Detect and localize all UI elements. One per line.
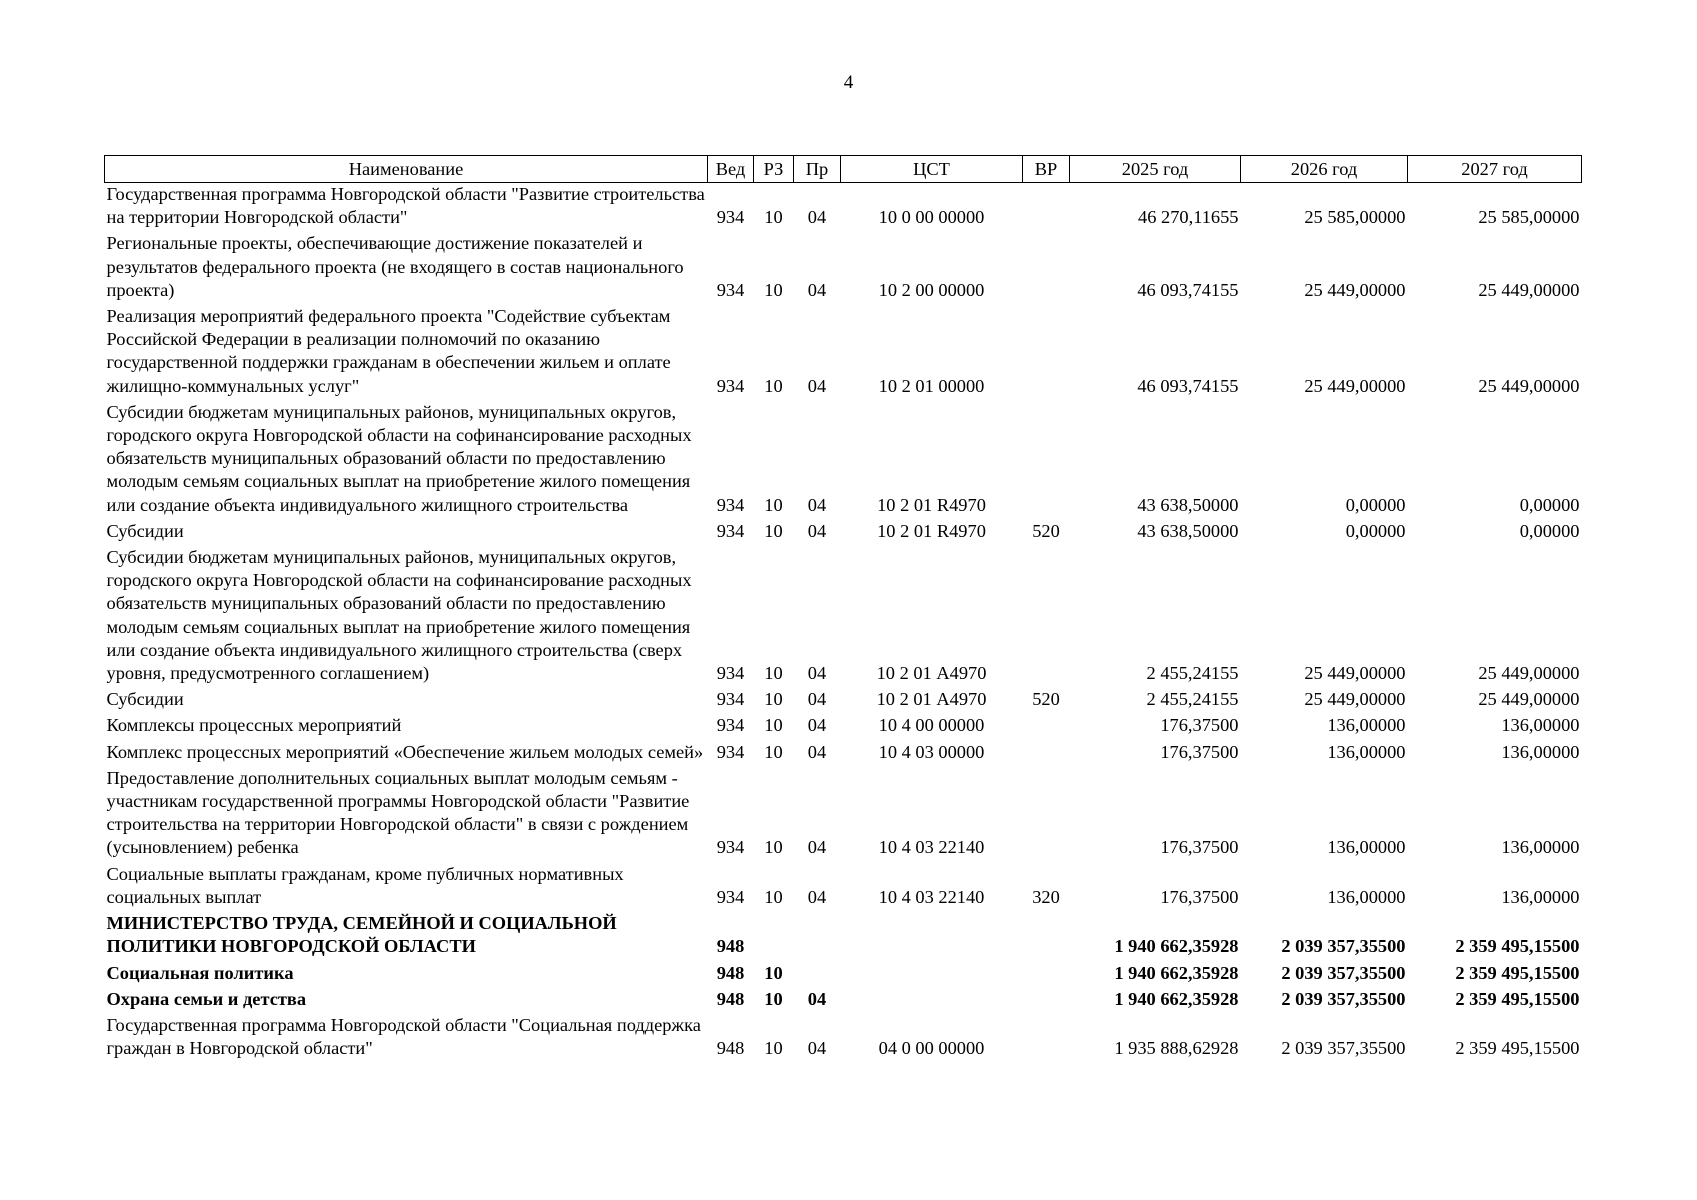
cell-name: Реализация мероприятий федерального проекта "Содействие субъектам Российской Федерации в реализации полномочий по оказанию государственной поддержки гражданам в обеспечении жильем и оплате жилищно-коммунальных услуг" bbox=[106, 306, 671, 396]
cell-cst: 10 0 00 00000 bbox=[878, 207, 985, 228]
cell-name: Субсидии bbox=[106, 689, 184, 710]
cell-2025: 176,37500 bbox=[1160, 741, 1239, 762]
table-row bbox=[105, 714, 1582, 740]
table-row bbox=[105, 305, 1582, 401]
cell-2027: 25 449,00000 bbox=[1478, 375, 1580, 396]
cell-name: Субсидии bbox=[106, 520, 184, 541]
cell-2027: 2 359 495,15500 bbox=[1455, 1038, 1580, 1059]
cell-ved: 948 bbox=[716, 962, 745, 983]
table-row bbox=[105, 988, 1582, 1014]
cell-rz: 10 bbox=[764, 837, 783, 858]
table-row bbox=[105, 863, 1582, 912]
cell-2026: 25 585,00000 bbox=[1304, 207, 1406, 228]
cell-rz: 10 bbox=[764, 689, 783, 710]
table-row bbox=[105, 1014, 1582, 1063]
cell-vr bbox=[1023, 546, 1070, 688]
cell-vr: 320 bbox=[1032, 886, 1060, 907]
cell-pr: 04 bbox=[807, 207, 827, 228]
cell-rz: 10 bbox=[764, 375, 783, 396]
cell-rz: 10 bbox=[764, 1038, 783, 1059]
cell-vr bbox=[1023, 1014, 1070, 1063]
cell-cst: 10 2 01 R4970 bbox=[877, 520, 986, 541]
cell-2026: 0,00000 bbox=[1345, 520, 1406, 541]
cell-cst: 10 4 03 00000 bbox=[878, 741, 985, 762]
cell-name: Социальная политика bbox=[106, 962, 294, 983]
cell-2027: 0,00000 bbox=[1519, 520, 1580, 541]
cell-vr bbox=[1023, 741, 1070, 767]
cell-2027: 136,00000 bbox=[1501, 715, 1580, 736]
header-2025: 2025 год bbox=[1070, 156, 1241, 183]
cell-cst: 04 0 00 00000 bbox=[878, 1038, 985, 1059]
cell-pr: 04 bbox=[807, 837, 827, 858]
cell-pr: 04 bbox=[807, 375, 827, 396]
cell-pr: 04 bbox=[807, 520, 827, 541]
cell-2027: 2 359 495,15500 bbox=[1455, 988, 1580, 1009]
cell-ved: 934 bbox=[716, 494, 745, 515]
cell-2026: 2 039 357,35500 bbox=[1281, 988, 1406, 1009]
cell-2025: 176,37500 bbox=[1160, 837, 1239, 858]
table-row bbox=[105, 520, 1582, 546]
cell-2027: 25 449,00000 bbox=[1478, 663, 1580, 684]
cell-name: Комплекс процессных мероприятий «Обеспечение жильем молодых семей» bbox=[106, 741, 704, 762]
cell-ved: 934 bbox=[716, 520, 745, 541]
cell-name: Региональные проекты, обеспечивающие достижение показателей и результатов федерального проекта (не входящего в состав национального проекта) bbox=[106, 233, 684, 300]
cell-ved: 948 bbox=[716, 1038, 745, 1059]
cell-pr: 04 bbox=[807, 741, 827, 762]
cell-name: Государственная программа Новгородской области "Социальная поддержка граждан в Новгородской области" bbox=[106, 1014, 701, 1059]
cell-2025: 2 455,24155 bbox=[1146, 663, 1239, 684]
cell-2027: 2 359 495,15500 bbox=[1455, 936, 1580, 957]
cell-rz bbox=[754, 912, 794, 961]
cell-cst: 10 2 01 R4970 bbox=[877, 494, 986, 515]
page-number: 4 bbox=[843, 72, 854, 93]
header-ved: Вед bbox=[708, 156, 754, 183]
cell-cst bbox=[841, 988, 1023, 1014]
cell-ved: 948 bbox=[716, 988, 745, 1009]
cell-ved: 934 bbox=[716, 207, 745, 228]
table-body bbox=[105, 183, 1582, 1064]
cell-vr bbox=[1023, 912, 1070, 961]
cell-2027: 0,00000 bbox=[1519, 494, 1580, 515]
table-row bbox=[105, 767, 1582, 863]
cell-rz: 10 bbox=[764, 741, 783, 762]
cell-2026: 25 449,00000 bbox=[1304, 663, 1406, 684]
cell-2025: 176,37500 bbox=[1160, 715, 1239, 736]
cell-2027: 136,00000 bbox=[1501, 886, 1580, 907]
cell-2025: 176,37500 bbox=[1160, 886, 1239, 907]
header-cst: ЦСТ bbox=[841, 156, 1023, 183]
table-row bbox=[105, 546, 1582, 688]
cell-2026: 2 039 357,35500 bbox=[1281, 936, 1406, 957]
cell-rz: 10 bbox=[764, 962, 783, 983]
cell-rz: 10 bbox=[764, 715, 783, 736]
budget-table bbox=[104, 155, 1582, 1063]
cell-pr: 04 bbox=[807, 494, 827, 515]
cell-ved: 934 bbox=[716, 375, 745, 396]
header-rz: РЗ bbox=[754, 156, 794, 183]
table-row bbox=[105, 912, 1582, 961]
cell-name: Охрана семьи и детства bbox=[106, 988, 307, 1009]
cell-name: Субсидии бюджетам муниципальных районов, муниципальных округов, городского округа Новгородской области на софинансирование расходных обязательств муниципальных образований области по предоставлению молодым семьям социальных выплат на приобретение жилого помещения или создание объекта индивидуального жилищного строительства (сверх уровня, предусмотренного соглашением) bbox=[106, 547, 692, 684]
cell-2025: 1 935 888,62928 bbox=[1114, 1038, 1239, 1059]
cell-2026: 25 449,00000 bbox=[1304, 279, 1406, 300]
cell-2027: 25 449,00000 bbox=[1478, 279, 1580, 300]
cell-cst: 10 4 03 22140 bbox=[878, 837, 985, 858]
cell-vr bbox=[1023, 232, 1070, 305]
cell-pr: 04 bbox=[807, 1038, 827, 1059]
cell-vr bbox=[1023, 714, 1070, 740]
cell-2027: 25 585,00000 bbox=[1478, 207, 1580, 228]
cell-name: Государственная программа Новгородской области "Развитие строительства на территории Новгородской области" bbox=[106, 184, 705, 228]
table-row bbox=[105, 401, 1582, 520]
cell-ved: 934 bbox=[716, 837, 745, 858]
cell-name: Предоставление дополнительных социальных выплат молодым семьям - участникам государственной программы Новгородской области "Развитие строительства на территории Новгородской области" в связи с рождением (усыновлением) ребенка bbox=[106, 767, 690, 858]
cell-2025: 1 940 662,35928 bbox=[1114, 936, 1239, 957]
cell-rz: 10 bbox=[764, 988, 783, 1009]
cell-cst: 10 2 01 00000 bbox=[878, 375, 985, 396]
cell-rz: 10 bbox=[764, 494, 783, 515]
cell-2026: 136,00000 bbox=[1327, 715, 1406, 736]
header-pr: Пр bbox=[794, 156, 841, 183]
cell-2025: 43 638,50000 bbox=[1137, 520, 1239, 541]
cell-2026: 0,00000 bbox=[1345, 494, 1406, 515]
cell-2027: 136,00000 bbox=[1501, 741, 1580, 762]
cell-ved: 934 bbox=[716, 663, 745, 684]
cell-pr: 04 bbox=[807, 988, 827, 1009]
header-row bbox=[105, 156, 1582, 183]
cell-2027: 25 449,00000 bbox=[1478, 689, 1580, 710]
cell-2025: 46 270,11655 bbox=[1138, 207, 1239, 228]
cell-vr bbox=[1023, 767, 1070, 863]
cell-cst bbox=[841, 962, 1023, 988]
cell-2025: 2 455,24155 bbox=[1146, 689, 1239, 710]
cell-name: МИНИСТЕРСТВО ТРУДА, СЕМЕЙНОЙ И СОЦИАЛЬНОЙ ПОЛИТИКИ НОВГОРОДСКОЙ ОБЛАСТИ bbox=[106, 913, 617, 957]
cell-vr bbox=[1023, 305, 1070, 401]
cell-2026: 25 449,00000 bbox=[1304, 375, 1406, 396]
cell-ved: 934 bbox=[716, 886, 745, 907]
cell-vr bbox=[1023, 183, 1070, 233]
header-2026: 2026 год bbox=[1241, 156, 1408, 183]
header-vr: ВР bbox=[1023, 156, 1070, 183]
cell-2026: 2 039 357,35500 bbox=[1281, 1038, 1406, 1059]
cell-2027: 136,00000 bbox=[1501, 837, 1580, 858]
cell-2026: 136,00000 bbox=[1327, 741, 1406, 762]
table-row bbox=[105, 183, 1582, 233]
cell-name: Социальные выплаты гражданам, кроме публичных нормативных социальных выплат bbox=[106, 863, 624, 907]
cell-cst: 10 2 01 А4970 bbox=[876, 689, 987, 710]
cell-name: Комплексы процессных мероприятий bbox=[106, 715, 402, 736]
cell-pr: 04 bbox=[807, 279, 827, 300]
cell-2025: 43 638,50000 bbox=[1137, 494, 1239, 515]
cell-2026: 25 449,00000 bbox=[1304, 689, 1406, 710]
cell-2026: 2 039 357,35500 bbox=[1281, 962, 1406, 983]
table-row bbox=[105, 962, 1582, 988]
cell-vr bbox=[1023, 988, 1070, 1014]
cell-cst: 10 2 01 А4970 bbox=[876, 663, 987, 684]
table-row bbox=[105, 688, 1582, 714]
cell-2025: 46 093,74155 bbox=[1137, 279, 1239, 300]
table-header bbox=[105, 156, 1582, 183]
cell-ved: 934 bbox=[716, 689, 745, 710]
cell-cst: 10 4 00 00000 bbox=[878, 715, 985, 736]
cell-cst: 10 4 03 22140 bbox=[878, 886, 985, 907]
cell-ved: 948 bbox=[716, 936, 745, 957]
cell-vr bbox=[1023, 401, 1070, 520]
cell-pr: 04 bbox=[807, 689, 827, 710]
cell-vr: 520 bbox=[1032, 689, 1060, 710]
cell-cst: 10 2 00 00000 bbox=[878, 279, 985, 300]
cell-2025: 1 940 662,35928 bbox=[1114, 988, 1239, 1009]
cell-ved: 934 bbox=[716, 741, 745, 762]
cell-2025: 46 093,74155 bbox=[1137, 375, 1239, 396]
cell-rz: 10 bbox=[764, 207, 783, 228]
cell-2027: 2 359 495,15500 bbox=[1455, 962, 1580, 983]
table-row bbox=[105, 741, 1582, 767]
cell-vr bbox=[1023, 962, 1070, 988]
cell-ved: 934 bbox=[716, 279, 745, 300]
cell-pr: 04 bbox=[807, 886, 827, 907]
cell-name: Субсидии бюджетам муниципальных районов, муниципальных округов, городского округа Новгородской области на софинансирование расходных обязательств муниципальных образований области по предоставлению молодым семьям социальных выплат на приобретение жилого помещения или создание объекта индивидуального жилищного строительства bbox=[106, 401, 692, 515]
cell-ved: 934 bbox=[716, 715, 745, 736]
cell-rz: 10 bbox=[764, 520, 783, 541]
cell-pr bbox=[794, 912, 841, 961]
cell-cst bbox=[841, 912, 1023, 961]
header-2027: 2027 год bbox=[1408, 156, 1582, 183]
cell-pr: 04 bbox=[807, 715, 827, 736]
cell-2025: 1 940 662,35928 bbox=[1114, 962, 1239, 983]
header-name: Наименование bbox=[105, 156, 708, 183]
cell-2026: 136,00000 bbox=[1327, 886, 1406, 907]
cell-2026: 136,00000 bbox=[1327, 837, 1406, 858]
cell-rz: 10 bbox=[764, 279, 783, 300]
cell-vr: 520 bbox=[1032, 520, 1060, 541]
cell-rz: 10 bbox=[764, 663, 783, 684]
table-row bbox=[105, 232, 1582, 305]
cell-pr bbox=[794, 962, 841, 988]
cell-pr: 04 bbox=[807, 663, 827, 684]
cell-rz: 10 bbox=[764, 886, 783, 907]
